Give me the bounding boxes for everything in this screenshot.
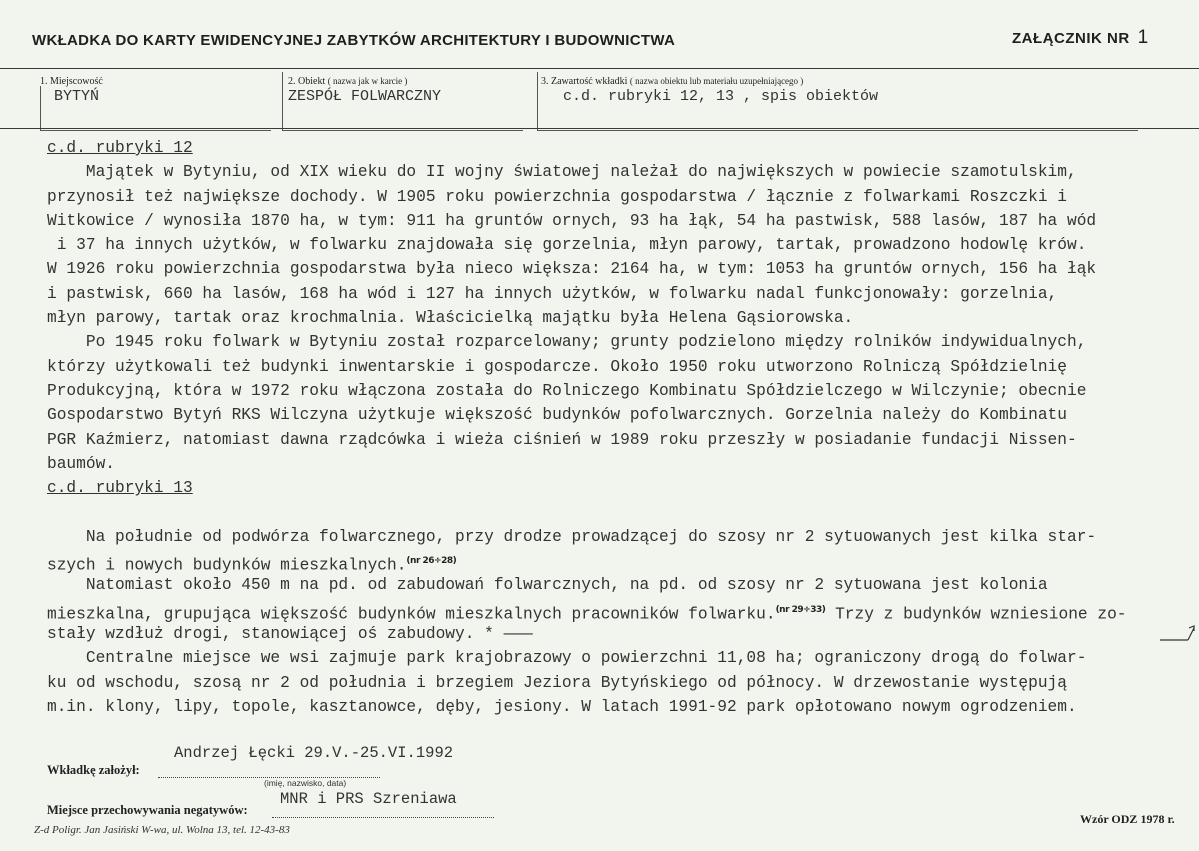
body-line bbox=[47, 452, 1177, 476]
field-contents-label: 3. Zawartość wkładki bbox=[541, 76, 628, 87]
negatives-value: MNR i PRS Szreniawa bbox=[280, 790, 457, 808]
fields-rule bbox=[0, 128, 1199, 129]
field-contents bbox=[541, 76, 1181, 105]
body-line bbox=[47, 549, 1177, 573]
body-line bbox=[47, 598, 1177, 622]
body-line-text: m.in. klony, lipy, topole, kasztanowce, dęby, jesiony. W latach 1991-92 park opłotowano nowym ogrodzeniem. bbox=[47, 697, 1077, 716]
annex-label-text: ZAŁĄCZNIK NR bbox=[1012, 30, 1130, 47]
body-line-text: i pastwisk, 660 ha lasów, 168 ha wód i 127 ha innych użytków, w folwarku nadal funkcjonowały: gorzelnia, bbox=[47, 284, 1058, 303]
body-line-text: W 1926 roku powierzchnia gospodarstwa była nieco większa: 2164 ha, w tym: 1053 ha gruntów ornych, 156 ha łąk bbox=[47, 260, 1097, 279]
body-line-text: Centralne miejsce we wsi zajmuje park krajobrazowy o powierzchni 11,08 ha; ograniczony drogą do folwar- bbox=[47, 649, 1087, 668]
body-line bbox=[47, 306, 1177, 330]
field-object-value: ZESPÓŁ FOLWARCZNY bbox=[288, 88, 442, 105]
handwritten-note: (nr 26÷28) bbox=[406, 556, 457, 567]
body-line bbox=[47, 428, 1177, 452]
field-locality bbox=[40, 76, 280, 105]
body-line bbox=[47, 209, 1177, 233]
card-title: WKŁADKA DO KARTY EWIDENCYJNEJ ZABYTKÓW ARCHITEKTURY I BUDOWNICTWA bbox=[32, 32, 676, 49]
body-line-text: mieszkalna, grupująca większość budynków mieszkalnych pracowników folwarku. bbox=[47, 605, 776, 624]
founder-label: Wkładkę założył: bbox=[47, 763, 140, 777]
field-contents-value: c.d. rubryki 12, 13 , spis obiektów bbox=[563, 88, 879, 105]
form-code: Wzór ODZ 1978 r. bbox=[1080, 812, 1175, 826]
body-line bbox=[47, 136, 1177, 160]
arrow-icon bbox=[1158, 620, 1196, 642]
body-line-text: Gospodarstwo Bytyń RKS Wilczyna użytkuje większość budynków pofolwarcznych. Gorzelnia należy do Kombinatu bbox=[47, 406, 1067, 425]
field-object-frame bbox=[282, 72, 523, 131]
field-object-label: 2. Obiekt bbox=[288, 76, 326, 87]
body-line bbox=[47, 476, 1177, 500]
negatives-dots bbox=[272, 816, 494, 818]
body-line bbox=[47, 671, 1177, 695]
body-line bbox=[47, 233, 1177, 257]
body-line bbox=[47, 330, 1177, 354]
body-line-text: Po 1945 roku folwark w Bytyniu został rozparcelowany; grunty podzielono między rolników indywidualnych, bbox=[47, 333, 1087, 352]
body-line-text: Na południe od podwórza folwarcznego, przy drodze prowadzącej do szosy nr 2 sytuowanych jest kilka star- bbox=[47, 527, 1097, 546]
field-contents-frame bbox=[537, 72, 1138, 131]
field-locality-frame bbox=[40, 86, 271, 131]
body-line bbox=[47, 257, 1177, 281]
founder-value: Andrzej Łęcki 29.V.-25.VI.1992 bbox=[174, 744, 454, 762]
body-line-text: Witkowice / wynosiła 1870 ha, w tym: 911 ha gruntów ornych, 93 ha łąk, 54 ha pastwisk, 588 lasów, 187 ha wód bbox=[47, 211, 1097, 230]
body-line bbox=[47, 695, 1177, 719]
body-line-text: stały wzdłuż drogi, stanowiącej oś zabudowy. bbox=[47, 624, 475, 643]
body-line-text: i 37 ha innych użytków, w folwarku znajdowała się gorzelnia, młyn parowy, tartak, prowadzono hodowlę krów. bbox=[47, 236, 1087, 255]
body-line bbox=[47, 185, 1177, 209]
typed-body bbox=[47, 136, 1177, 719]
negatives-label: Miejsce przechowywania negatywów: bbox=[47, 803, 248, 817]
body-line bbox=[47, 282, 1177, 306]
body-line-text: baumów. bbox=[47, 454, 115, 473]
annex-label bbox=[1012, 27, 1149, 49]
body-line bbox=[47, 355, 1177, 379]
body-line-text: Natomiast około 450 m na pd. od zabudowań folwarcznych, na pd. od szosy nr 2 sytuowana jest kolonia bbox=[47, 576, 1048, 595]
body-line bbox=[47, 622, 1177, 646]
body-line bbox=[47, 403, 1177, 427]
annex-number: 1 bbox=[1137, 27, 1149, 48]
body-line-text: szych i nowych budynków mieszkalnych. bbox=[47, 556, 407, 575]
printer-note: Z-d Poligr. Jan Jasiński W-wa, ul. Wolna 13, tel. 12-43-83 bbox=[34, 824, 290, 836]
body-line-text: Majątek w Bytyniu, od XIX wieku do II wojny światowej należał do największych w powiecie szamotulskim, bbox=[47, 163, 1077, 182]
body-line-tail: * ——— bbox=[474, 624, 533, 643]
field-object bbox=[288, 76, 533, 105]
header-rule bbox=[0, 68, 1199, 69]
body-line-tail: Trzy z budynków wzniesione zo- bbox=[825, 605, 1127, 624]
body-line bbox=[47, 500, 1177, 524]
body-line-text: ku od wschodu, szosą nr 2 od południa i brzegiem Jeziora Bytyńskiego od północy. W drzewostanie występują bbox=[47, 673, 1067, 692]
body-line-text: PGR Kaźmierz, natomiast dawna rządcówka i wieża ciśnień w 1989 roku przeszły w posiadanie fundacji Nissen- bbox=[47, 430, 1077, 449]
handwritten-note: (nr 29÷33) bbox=[775, 604, 826, 615]
body-line-text: Produkcyjną, która w 1972 roku włączona została do Rolniczego Kombinatu Spółdzielczego w Wilczynie; obecnie bbox=[47, 381, 1087, 400]
body-line-text: c.d. rubryki 13 bbox=[47, 479, 193, 498]
founder-sublabel: (imię, nazwisko, data) bbox=[264, 778, 347, 788]
body-line bbox=[47, 646, 1177, 670]
body-line-text: którzy użytkowali też budynki inwentarskie i gospodarcze. Około 1950 roku utworzono Rolniczą Spółdzielnię bbox=[47, 357, 1067, 376]
field-locality-value: BYTYŃ bbox=[54, 88, 100, 105]
body-line-text: przynosił też największe dochody. W 1905 roku powierzchnia gospodarstwa / łącznie z folwarkami Roszczki i bbox=[47, 187, 1067, 206]
field-locality-label: 1. Miejscowość bbox=[40, 76, 103, 87]
body-line bbox=[47, 160, 1177, 184]
field-object-note: ( nazwa jak w karcie ) bbox=[327, 76, 408, 86]
body-line bbox=[47, 573, 1177, 597]
body-line-text: młyn parowy, tartak oraz krochmalnia. Właścicielką majątku była Helena Gąsiorowska. bbox=[47, 309, 854, 328]
field-contents-note: ( nazwa obiektu lub materiału uzupełniającego ) bbox=[629, 76, 804, 86]
body-line bbox=[47, 379, 1177, 403]
body-line bbox=[47, 525, 1177, 549]
body-line-text: c.d. rubryki 12 bbox=[47, 139, 193, 157]
